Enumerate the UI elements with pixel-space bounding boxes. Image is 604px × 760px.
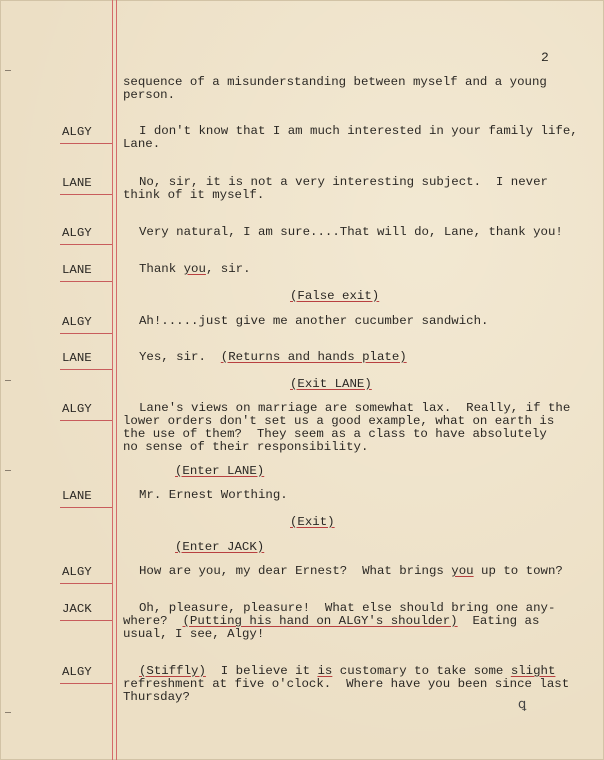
dialogue-line: think of it myself. <box>123 188 265 202</box>
dialogue-line: Thursday? <box>123 690 190 704</box>
dialogue-line: person. <box>123 88 176 102</box>
speaker-label: LANE <box>62 489 92 503</box>
dialogue-line: Yes, sir. (Returns and hands plate) <box>139 350 407 364</box>
dialogue-line: (Stiffly) I believe it is customary to take some slight <box>139 664 556 678</box>
edge-mark <box>5 712 11 713</box>
stage-direction: (False exit) <box>290 289 380 303</box>
stage-direction: (Exit LANE) <box>290 377 372 391</box>
dialogue-line: Ah!.....just give me another cucumber sandwich. <box>139 314 489 328</box>
edge-mark <box>5 380 11 381</box>
dialogue-line: refreshment at five o'clock. Where have you been since last <box>123 677 570 691</box>
speaker-label: ALGY <box>62 315 92 329</box>
dialogue-line: I don't know that I am much interested in your family life, <box>139 124 578 138</box>
speaker-label: JACK <box>62 602 92 616</box>
stage-direction: (Enter JACK) <box>175 540 265 554</box>
dialogue-line: Mr. Ernest Worthing. <box>139 488 288 502</box>
dialogue-line: Very natural, I am sure....That will do, Lane, thank you! <box>139 225 563 239</box>
speaker-label: ALGY <box>62 226 92 240</box>
stage-direction: (Enter LANE) <box>175 464 265 478</box>
edge-mark <box>5 470 11 471</box>
speaker-label: LANE <box>62 351 92 365</box>
dialogue-line: Lane. <box>123 137 161 151</box>
dialogue-line: the use of them? They seem as a class to have absolutely <box>123 427 547 441</box>
edge-mark <box>5 70 11 71</box>
dialogue-line: Thank you, sir. <box>139 262 251 276</box>
dialogue-line: where? (Putting his hand on ALGY's shoulder) Eating as <box>123 614 540 628</box>
margin-line <box>116 0 117 760</box>
speaker-label: ALGY <box>62 565 92 579</box>
dialogue-line: No, sir, it is not a very interesting subject. I never <box>139 175 548 189</box>
dialogue-line: sequence of a misunderstanding between myself and a young <box>123 75 547 89</box>
speaker-label: ALGY <box>62 665 92 679</box>
dialogue-line: lower orders don't set us a good example, what on earth is <box>123 414 555 428</box>
dialogue-line: usual, I see, Algy! <box>123 627 265 641</box>
dialogue-line: no sense of their responsibility. <box>123 440 369 454</box>
margin-line <box>112 0 113 760</box>
handwritten-mark: ꝗ <box>518 697 527 712</box>
speaker-label: ALGY <box>62 125 92 139</box>
dialogue-line: Lane's views on marriage are somewhat lax. Really, if the <box>139 401 571 415</box>
dialogue-line: How are you, my dear Ernest? What brings you up to town? <box>139 564 563 578</box>
stage-direction: (Exit) <box>290 515 335 529</box>
dialogue-line: Oh, pleasure, pleasure! What else should bring one any- <box>139 601 556 615</box>
speaker-label: LANE <box>62 263 92 277</box>
speaker-label: LANE <box>62 176 92 190</box>
speaker-label: ALGY <box>62 402 92 416</box>
page-number: 2 <box>541 50 549 65</box>
